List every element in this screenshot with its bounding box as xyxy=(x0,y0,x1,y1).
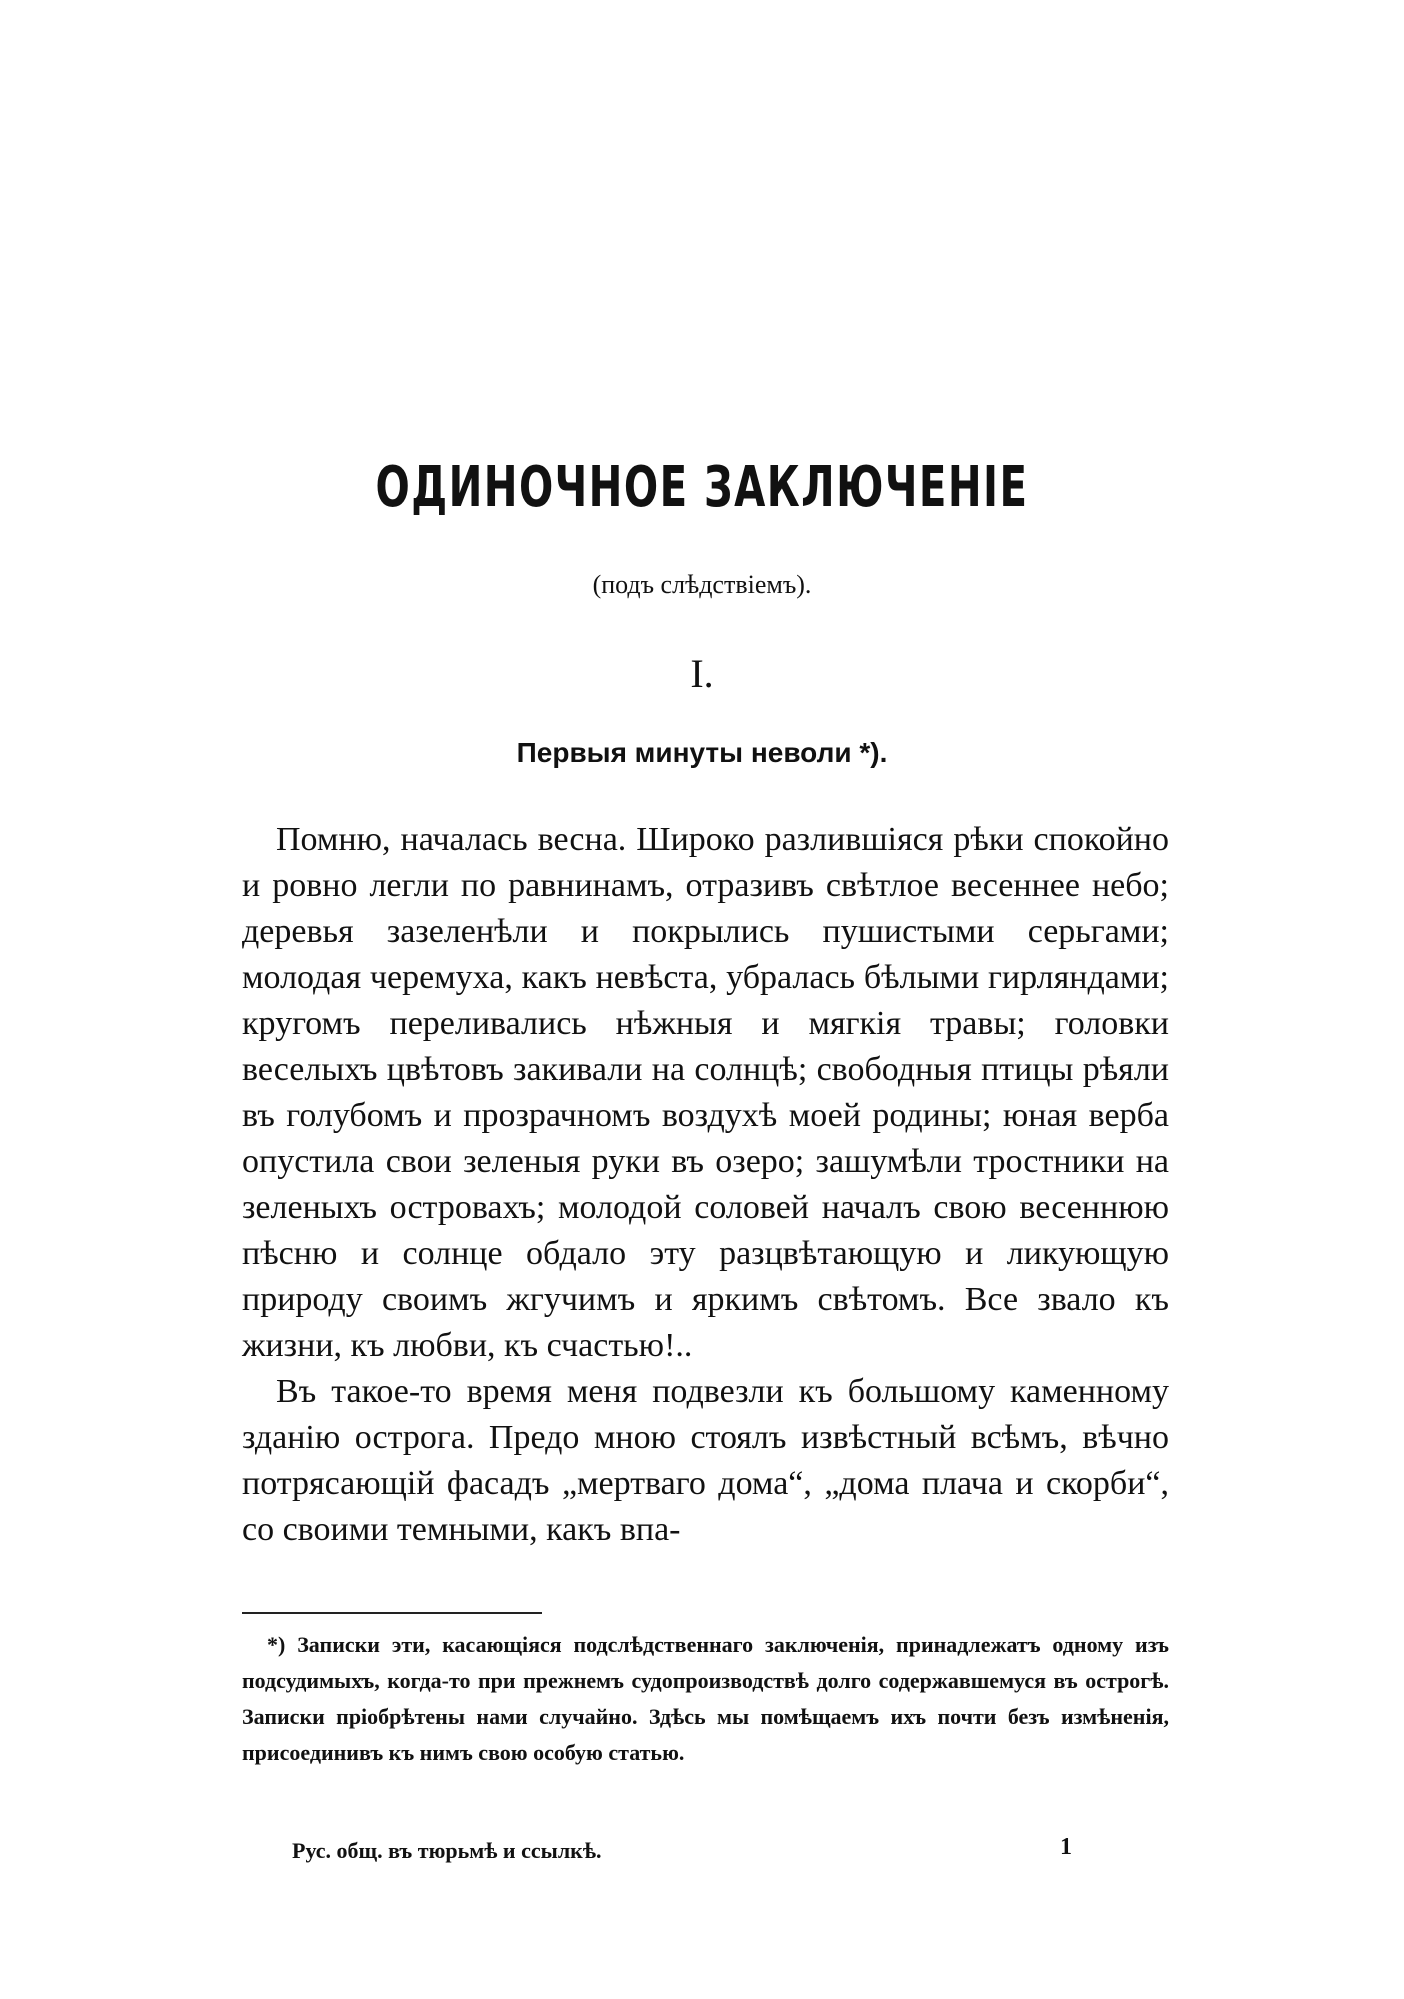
paragraph: Помню, началась весна. Широко разлившіяся рѣки спокойно и ровно легли по равнинамъ, отразивъ свѣтлое весеннее небо; деревья зазеленѣли и покрылись пушистыми серьгами; молодая черемуха, какъ невѣста, убралась бѣлыми гирляндами; кругомъ переливались нѣжныя и мягкія травы; головки веселыхъ цвѣтовъ закивали на солнцѣ; свободныя птицы рѣяли въ голубомъ и прозрачномъ воздухѣ моей родины; юная верба опустила свои зеленыя руки въ озеро; зашумѣли тростники на зеленыхъ островахъ; молодой соловей началъ свою весеннюю пѣсню и солнце обдало эту разцвѣтающую и ликующую природу своимъ жгучимъ и яркимъ свѣтомъ. Все звало къ жизни, къ любви, къ счастью!.. xyxy=(242,821,1169,1364)
chapter-title: Первыя минуты неволи *). xyxy=(516,737,888,768)
chapter-number: I. xyxy=(690,651,714,696)
paragraph: Въ такое-то время меня подвезли къ большому каменному зданію острога. Предо мною стоялъ извѣстный всѣмъ, вѣчно потрясающій фасадъ „мертваго дома“, „дома плача и скорби“, со своими темными, какъ впа- xyxy=(242,1373,1169,1548)
footnote-divider xyxy=(242,1612,542,1614)
page-number: 1 xyxy=(1060,1834,1072,1860)
running-footer: Рус. общ. въ тюрьмѣ и ссылкѣ. xyxy=(292,1838,602,1863)
body-text xyxy=(242,817,1169,1553)
page-subtitle: (подъ слѣдствіемъ). xyxy=(592,570,812,599)
page-title: ОДИНОЧНОЕ ЗАКЛЮЧЕНІЕ xyxy=(375,455,1029,520)
footnote: *) Записки эти, касающіяся подслѣдственнаго заключенія, принадлежатъ одному изъ подсудимыхъ, когда-то при прежнемъ судопроизводствѣ долго содержавшемуся въ острогѣ. Записки пріобрѣтены нами случайно. Здѣсь мы помѣщаемъ ихъ почти безъ измѣненія, присоединивъ къ нимъ свою особую статью. xyxy=(242,1632,1169,1765)
